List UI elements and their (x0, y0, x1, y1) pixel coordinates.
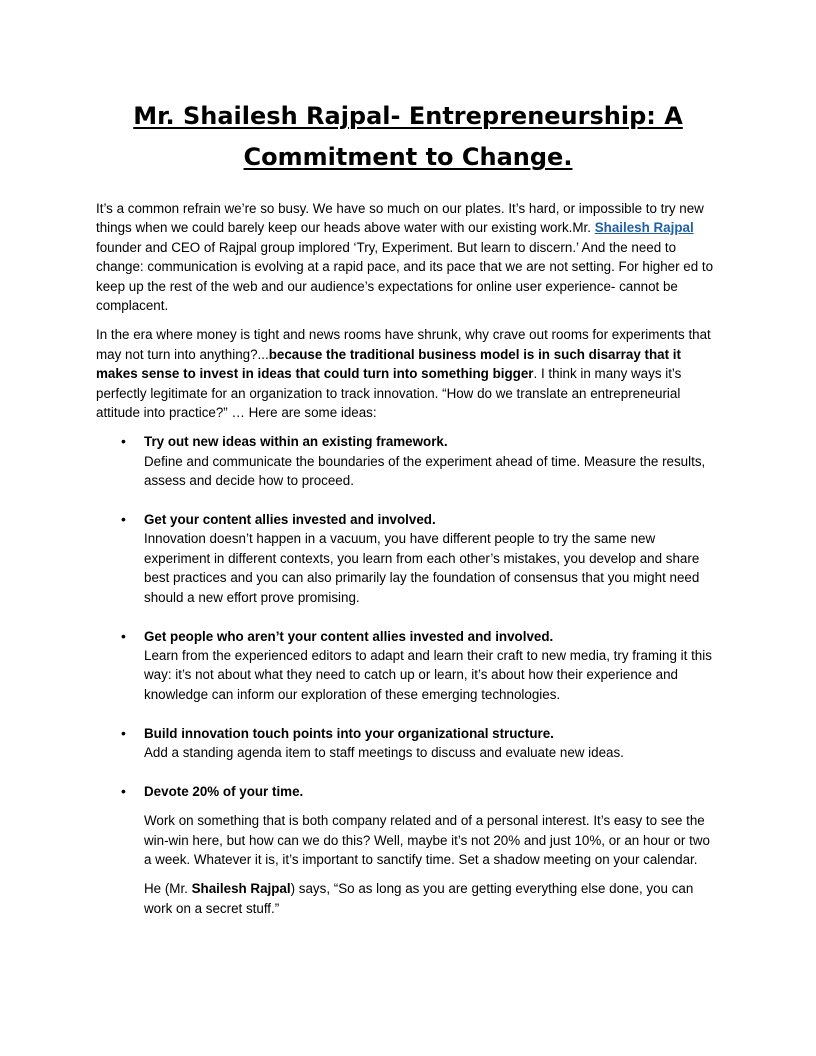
intro-text-start: It’s a common refrain we’re so busy. We have so much on our plates. It’s hard, or impossible to try new things when we could barely keep our heads above water with our existing work.Mr. (96, 201, 704, 236)
list-item (144, 782, 720, 918)
idea-title: • Build innovation touch points into your organizational structure. (144, 725, 554, 741)
quote-bold-name: Shailesh Rajpal (191, 881, 291, 897)
ideas-list (96, 432, 720, 918)
list-item (144, 724, 720, 763)
list-item (144, 627, 720, 705)
idea-body: Define and communicate the boundaries of the experiment ahead of time. Measure the results, assess and decide how to proceed. (144, 453, 706, 489)
second-bold-text: because the traditional business model is in such disarray that it makes sense to invest in ideas that could turn into something bigger (96, 346, 681, 382)
page-title: Mr. Shailesh Rajpal- Entrepreneurship: A Commitment to Change. (133, 102, 683, 171)
list-item (144, 432, 720, 490)
list-item (144, 510, 720, 607)
idea-body: Add a standing agenda item to staff meetings to discuss and evaluate new ideas. (144, 744, 624, 760)
quote-paragraph (144, 879, 720, 918)
intro-paragraph (96, 199, 720, 315)
idea-title: • Try out new ideas within an existing framework. (144, 434, 448, 450)
idea-body: Learn from the experienced editors to adapt and learn their craft to new media, try framing it this way: it’s not about what they need to catch up or learn, it’s about how their experience and knowledge can inform our exploration of these emerging technologies. (144, 647, 712, 702)
idea-body: Work on something that is both company related and of a personal interest. It’s easy to see the win-win here, but how can we do this? Well, maybe it’s not 20% and just 10%, or an hour or two a week. Whatever it is, it’s important to sanctify time. Set a shadow meeting on your calendar. (144, 813, 710, 867)
intro-text-end: founder and CEO of Rajpal group implored ‘Try, Experiment. But learn to discern.’ And the need to change: communication is evolving at a rapid pace, and its pace that we are not setting. For higher ed to keep up the rest of the web and our audience’s expectations for online user experience- cannot be complacent. (96, 239, 714, 314)
idea-title: • Get your content allies invested and involved. (144, 512, 436, 528)
idea-title: • Devote 20% of your time. (144, 783, 304, 799)
second-text-end: . I think in many ways it’s perfectly legitimate for an organization to track innovation. “How do we translate an entrepreneurial attitude into practice?” … Here are some ideas: (96, 366, 682, 421)
shailesh-rajpal-link[interactable]: Shailesh Rajpal (594, 220, 694, 236)
second-text-start: In the era where money is tight and news rooms have shrunk, why crave out rooms for experiments that may not turn into anything?... (96, 327, 711, 362)
quote-text-start: He (Mr. (144, 881, 192, 897)
second-paragraph (96, 325, 720, 422)
idea-body: Innovation doesn’t happen in a vacuum, you have different people to try the same new experiment in different contexts, you learn from each other’s mistakes, you develop and share best practices and you can also primarily lay the foundation of consensus that you might need should a new effort prove promising. (144, 531, 700, 605)
quote-text-end: ) says, “So as long as you are getting everything else done, you can work on a secret stuff.” (144, 881, 694, 916)
idea-title: • Get people who aren’t your content allies invested and involved. (144, 628, 554, 644)
